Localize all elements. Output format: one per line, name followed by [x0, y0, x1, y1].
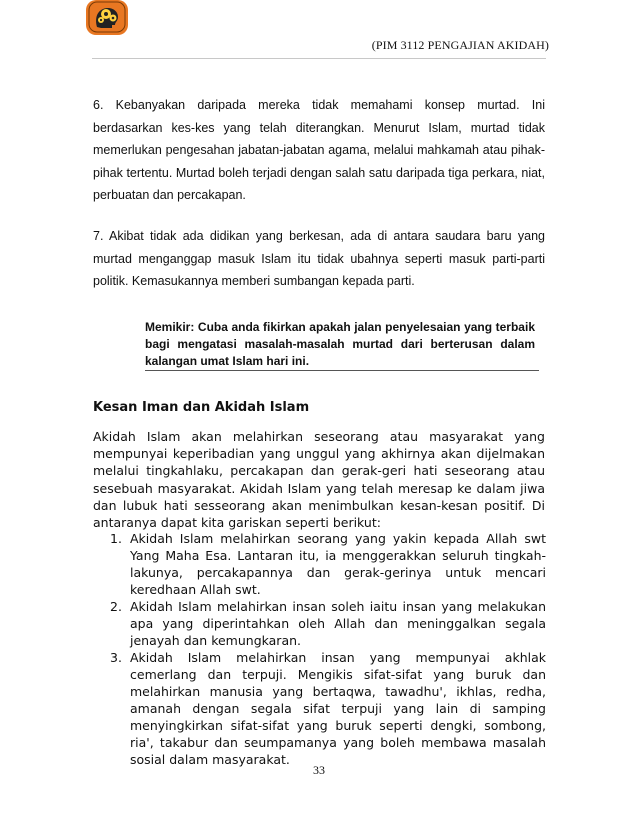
list-item-text: Akidah Islam melahirkan insan yang mempunyai akhlak cemerlang dan terpuji. Mengikis sifat-sifat yang buruk dan melahirkan manusia yang bertaqwa, tawadhu', ikhlas, redha, amanah dengan segala sifat terpuji yang lain di samping menyingkirkan sifat-sifat yang buruk seperti dengki, sombong, ria', takabur dan seumpamanya yang boleh membawa masalah sosial dalam masyarakat. — [130, 650, 546, 767]
list-item — [110, 530, 546, 598]
point-7-paragraph: 7. Akibat tidak ada didikan yang berkesan, ada di antara saudara baru yang murtad menganggap masuk Islam itu tidak ubahnya seperti masuk parti-parti politik. Kemasukannya memberi sumbangan kepada parti. — [93, 229, 545, 288]
list-item-text: Akidah Islam melahirkan seorang yang yakin kepada Allah swt Yang Maha Esa. Lantaran itu, ia menggerakkan seluruh tingkah-lakunya, percakapannya dan gerak-gerinya untuk mencari keredhaan Allah swt. — [130, 531, 546, 597]
list-item-number: 3. — [110, 650, 122, 665]
course-header: (PIM 3112 PENGAJIAN AKIDAH) — [371, 38, 549, 52]
list-item — [110, 649, 546, 768]
point-6-paragraph: 6. Kebanyakan daripada mereka tidak memahami konsep murtad. Ini berdasarkan kes-kes yang telah diterangkan. Menurut Islam, murtad tidak memerlukan pengesahan jabatan-jabatan agama, melalui mahkamah atau pihak-pihak tertentu. Murtad boleh terjadi dengan salah satu daripada tiga perkara, niat, perbuatan dan percakapan. — [93, 98, 545, 202]
list-item-number: 1. — [110, 531, 122, 546]
section-intro: Akidah Islam akan melahirkan seseorang atau masyarakat yang mempunyai keperibadian yang unggul yang akhirnya akan dijelmakan melalui tingkahlaku, percakapan dan gerak-geri hati seseorang atau sesebuah masyarakat. Akidah Islam yang telah meresap ke dalam jiwa dan lubuk hati sesseorang akan menimbulkan kesan-kesan positif. Di antaranya dapat kita gariskan seperti berikut: — [93, 429, 545, 531]
list-item-text: Akidah Islam melahirkan insan soleh iaitu insan yang melakukan apa yang diperintahkan oleh Allah dan meninggalkan segala jenayah dan kemungkaran. — [130, 599, 546, 648]
header-divider — [92, 58, 546, 59]
memikir-box: Memikir: Cuba anda fikirkan apakah jalan penyelesaian yang terbaik bagi mengatasi masalah-masalah murtad dari berterusan dalam kalangan umat Islam hari ini. — [145, 320, 535, 368]
list-item — [110, 598, 546, 649]
page-number: 33 — [313, 763, 325, 777]
memikir-underline — [145, 370, 539, 371]
section-title: Kesan Iman dan Akidah Islam — [93, 400, 310, 415]
list-item-number: 2. — [110, 599, 122, 614]
logo-icon — [85, 0, 129, 36]
effects-list — [110, 530, 546, 768]
